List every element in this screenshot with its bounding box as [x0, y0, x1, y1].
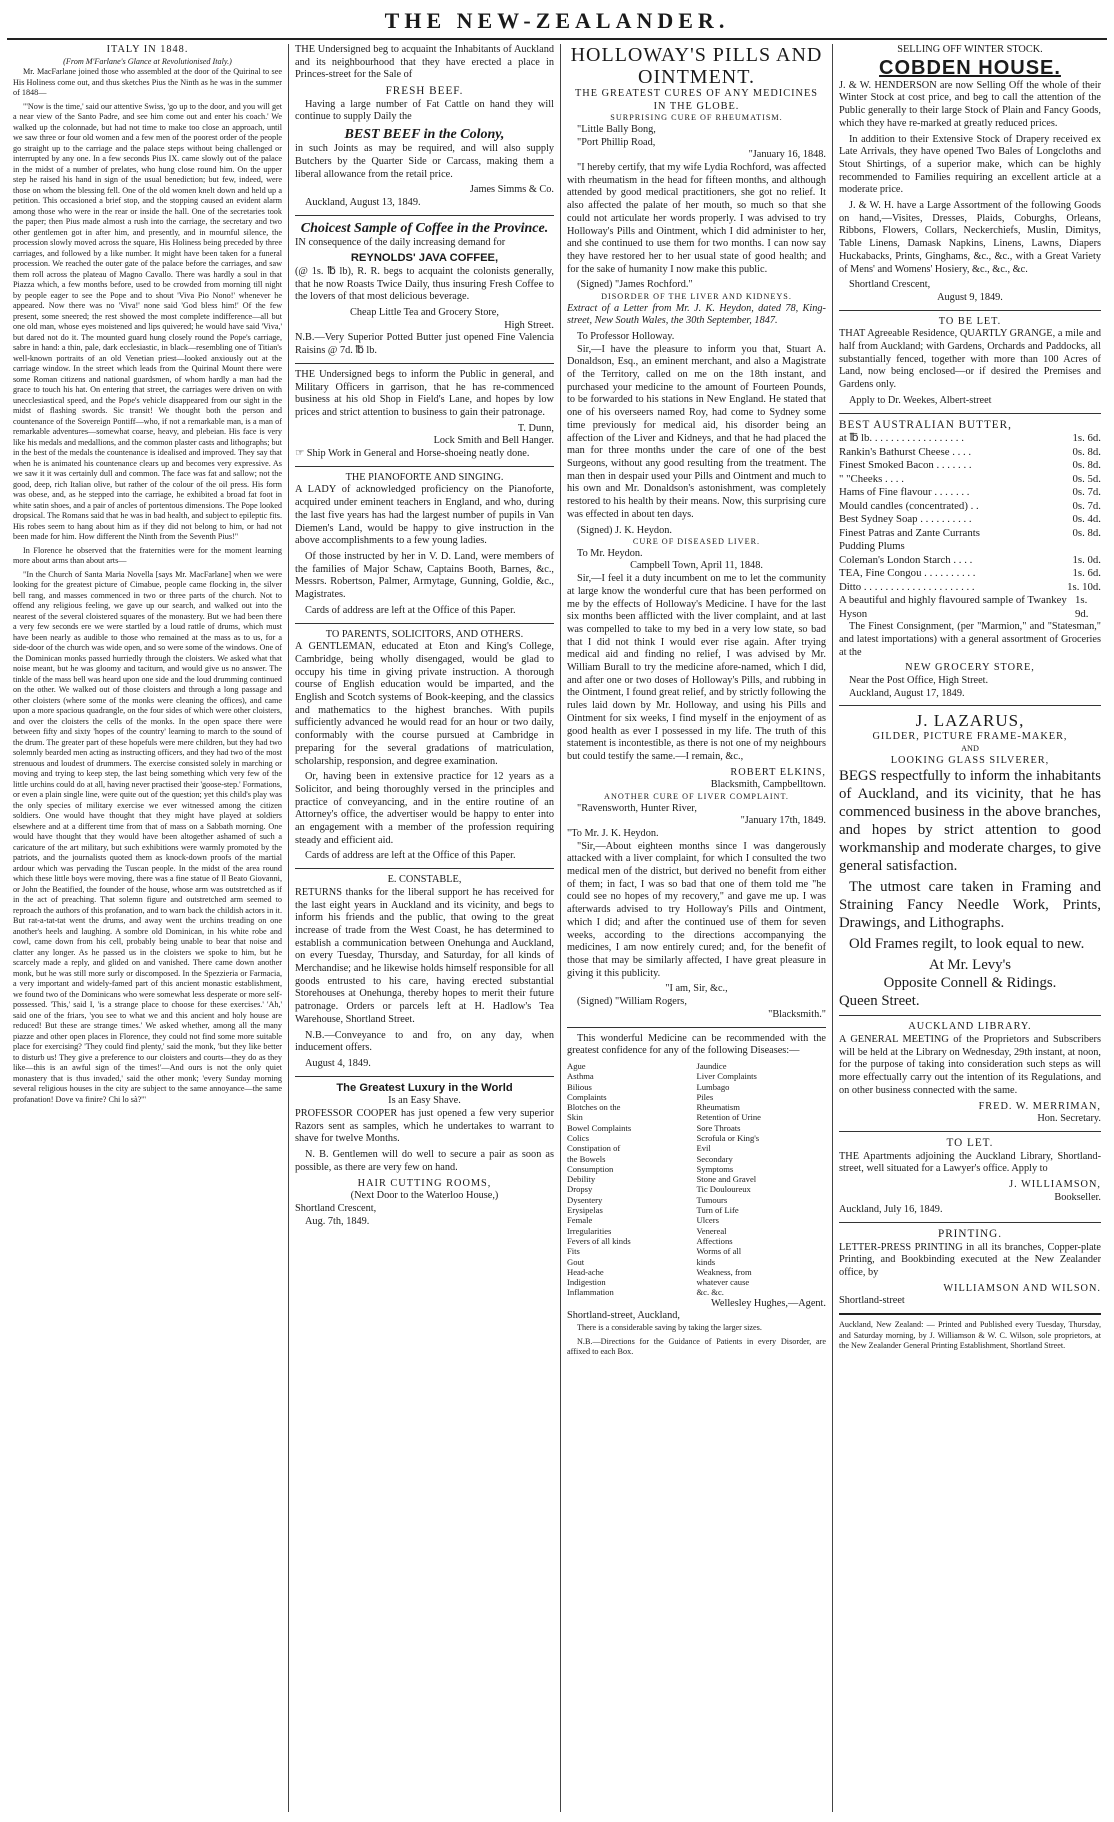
- ad-trade: GILDER, PICTURE FRAME-MAKER,: [872, 731, 1068, 743]
- case-label: ANOTHER CURE OF LIVER COMPLAINT.: [604, 792, 789, 802]
- saving-note: There is a considerable saving by taking the larger sizes.: [577, 1323, 762, 1333]
- ad-headline: TO LET.: [946, 1136, 994, 1149]
- article-paragraph: "'Now is the time,' said our attentive Swiss, 'go up to the door, and you will get a near view of the Santo Padre, and see him come out and enter his coach.' We walked up the colonnade, but had not time to make too close an approach, until we saw three or four old women and a few men of the poorest order of the people go straight up to the carriage and the palace steps without being challenged or interrupted by any one. In a few seconds Pius IX. came slowly out of the palace in the midst of a number of prelates, who hung close round him. On the upper step he raised his hand in sign of the usual benediction; but few, indeed, were those on whom the blessing fell. One of the old women knelt down and held up a petition. This occasioned a brief stop, and the stopping caused an evident alarm among those who were in the rear or inside the hall. One of the secretaries took the paper; then Pius made almost a rush into the carriage, the secretary and two other gentlemen got in after him, and presently, and in mournful silence, the procession slowly moved across the square, His Holiness being preceded by three carriages, and followed by a like number. It might have been taken for a funeral procession. We reached the outer gate of the palace before the carriages, and saw them roll across the plateau of Magno Cavallo. There was hardly a soul in that Piazza which, a few months before, used to be crowded from morning till night by people eager to see the Pope and to shout 'Viva Pio Nono!' whenever he appeared. Now there was no 'Viva!' none said 'God bless him!' Of the few present, some sneered; the rest showed the most complete indifference—all but one old man, whose eyes moistened and lips quivered; he would have said 'Viva,' but dared not do it. The mounted guard hung closely round the Pope's carriage, sabre in hand: a thin, pale, dark ecclesiastic, in black—resembling one of Titian's well-known portraits of an old Venetian priest—looked anxiously out at the carriage window. In the street which leads from the Quirinal Mount there were some Roman citizens and national guardsmen, of whom hardly a man had the grace to touch his hat. On entering that street, the carriages were driven on with unecclesiastical speed, and the Pope's vehicle disappeared from our sight in the midst of flashing swords. Sic transit! We thought both the person and countenance of the Sovereign Pontiff—who, if not a remarkable man, is a man of remarkable adventures—somewhat coarse, heavy, and plebeian. His face is very like his medals and medallions, and the common plaster casts and lithographs; but in the best of the medals the countenance is idealised and improved. They say that when he is animated his countenance clears up and becomes very expressive. As we saw it it was certainly dull and common. The face was fat and sallow; not the good, deep, rich Italian olive, but rather of the colour of the oil press. His form was obese, and, as he stepped into the carriage, he exhibited a broad fat foot in white satin shoes, and a pair of ancles of portentous dimensions. The Pope looked dropsical. The Romans said that he was in bad health, and subject to epileptic fits. His robes seem to hang about him as if they did not belong to him, or had not been made for him. How different the Ninth from the Seventh Pius!": [13, 101, 282, 542]
- ad-headline: TO BE LET.: [938, 315, 1002, 327]
- ad-to-be-let: [839, 316, 1101, 408]
- ad-body: The utmost care taken in Framing and Straining Fancy Needle Work, Prints, Drawings, and Lithographs.: [839, 879, 1101, 932]
- ad-trade: Lock Smith and Bell Hanger.: [433, 435, 554, 447]
- ad-body: THAT Agreeable Residence, QUARTLY GRANGE, a mile and half from Auckland; with Gardens, Orchards and Paddocks, all substantially fenced, together with more than 100 Acres of Land, now being enclosed—or if desired the Premises and Gardens only.: [839, 328, 1101, 391]
- disease-item: Bowel Complaints: [567, 1122, 632, 1133]
- ad-body: A GENERAL MEETING of the Proprietors and Subscribers will be held at the Library on Wednesday, 29th instant, at noon, for the purpose of taking into consideration such steps as will more effectually carry out the intention of its Regulations, and on other business connected with the same.: [839, 1034, 1101, 1096]
- ad-body: Cards of address are left at the Office of this Paper.: [305, 604, 516, 616]
- column-ads-right: [833, 44, 1107, 1812]
- ad-street: Shortland-street: [839, 1295, 905, 1307]
- price-item-name: TEA, Fine Congou . . . . . . . . . .: [839, 567, 976, 580]
- disease-item: Debility: [567, 1174, 596, 1185]
- divider: [295, 363, 554, 364]
- directions-note: N.B.—Directions for the Guidance of Patients in every Disorder, are affixed to each Box.: [567, 1336, 826, 1357]
- ad-body: N. B. Gentlemen will do well to secure a pair as soon as possible, as there are very few on hand.: [295, 1149, 554, 1173]
- disease-item: Scrofula or King's Evil: [696, 1133, 760, 1154]
- price-item-value: 0s. 8d.: [1072, 459, 1101, 472]
- ad-store: Cheap Little Tea and Grocery Store,: [350, 307, 499, 319]
- newspaper-page: [7, 4, 1107, 1814]
- ad-apply: Apply to Dr. Weekes, Albert-street: [849, 394, 992, 406]
- diseases-left-column: [567, 1061, 697, 1298]
- price-item-name: Hams of Fine flavour . . . . . . .: [839, 486, 970, 499]
- case-label: CURE OF DISEASED LIVER.: [632, 537, 761, 547]
- disease-item: Consumption: [567, 1163, 614, 1174]
- ad-signature: J. WILLIAMSON,: [1009, 1178, 1101, 1190]
- divider: [839, 413, 1101, 414]
- divider: [839, 705, 1101, 706]
- disease-item: Weakness, from whatever cause: [696, 1266, 752, 1288]
- price-row: [839, 459, 1101, 473]
- article-paragraph: "In the Church of Santa Maria Novella [says Mr. MacFarlane] when we were looking for the greatest picture of Cimabue, people came flocking in, the silver bell rang, and masses commenced in two or three parts of the church. Not to offend any religious feeling, we gave up our search, and walked out into the nearest of the several cloistered squares of the monastery. But we had been there a very few seconds ere we were startled by a loud rattle of drums, which must have been nearly as audible to those who remained at the mass as to us, for a side-door of the church was wide open, and so were some of the windows. One of the Dominican monks passed hurriedly through the cloisters. We asked what that noise meant, but he was gloomy and taciturn, and would give us no answer. The tinkle of the mass bell was heard upon one side and the loud drumming continued on the other. We walked out of those cloisters and through a long passage and other cloisters (where some of the monks were cleaning the offices), and came upon a more spacious quadrangle, on the four sides of which were other cloisters, and over the cloisters the cells of the monks. In the open space there were between fifty and sixty 'hopes of the country' learning to march to the sound of the drum. The greater part of these hopefuls were mere children, but they had two solemnly bearded men acting as instructing officers, and they had two of the most strenuous and loudest of drummers. The exercise consisted solely in marching or moving and trying to keep step, the last being something which very few of the little urchins could do at all, having never practised their 'goose-step.' Formations, or even a plain single line, were quite out of the question; yet this child's play was the only species of military exercise we ever witnessed among the citizen soldiers. One would have thought that they might have played at soldiers elsewhere and at a different time from that of mass on a Sabbath morning. One would have thought that they would have been altogether ashamed of such a caricature of the art military, but such exhibitions were warmly promoted by the patriots, and the journalists quoted them as knock-down proofs of the martial ardour which was pervading the Tuscan people. In the midst of the area round which these little boys were moving, there was a fine statue of Il Beato Giovanni, or John the Beatified, the founder of the house, whose arm was outstretched as if in the act of preaching. That solemn figure and outstretched arm seemed to reproach the authors of this profanation, and to warn back the childish actors in it. But rat-a-tat-tat went the drums, and away went the urchins treading on one another's heels and laughing. A sombre old Dominican, in his white robe and cowl, came down from his cell, probably being unable to bear that noise and clatter any longer. As he passed us in the cloisters we spoke to him, but he scarcely made a reply, and glided on and vanished. There came down another monk, but he was still more surly or discomposed. In the Spezzieria or Farmacia, a very important and widely-famed part of this ancient monastic establishment, we found two of the Dominicans who were somewhat less desperate or more self-possessed. 'This,' said I, 'is a strange place to choose for these exercises.' 'Ah,' said one of the friars, 'you see to what we and this ancient and holy house are reduced! But these are strange times.' We asked whether, among all the many piazze and other open places in Florence, they could not find some more suitable place for exercising? 'They could find plenty,' said the monk, 'but they like better to disturb us! They give a preference to our cloisters and courts—they do as they like—this is an awful sign of the times!'—And ours is not the only quiet monastery that is thus invaded,' said the other monk; 'every Sunday morning several religious houses in the city are subject to the same annoyance—the same profanation! Dove va finire? Chi lo sà?'": [13, 569, 282, 1104]
- price-row: [839, 486, 1101, 500]
- price-item-value: 0s. 7d.: [1072, 499, 1101, 512]
- disease-item: Tumours: [696, 1194, 728, 1205]
- price-item-value: 1s. 0d.: [1072, 553, 1101, 566]
- ad-headline: HOLLOWAY'S PILLS AND OINTMENT.: [570, 44, 823, 88]
- disease-item: Colics: [567, 1133, 589, 1143]
- case-body: Sir,—I have the pleasure to inform you that, Stuart A. Donaldson, Esq., an eminent merchant, and also a Magistrate of the Territory, called on me on the 18th instant, and purchased your medicine to the amount of Fourteen Pounds, to be forwarded to his stations in New England. He stated that one of his overseers named Roy, had come to Sydney some time previously for medical aid, his disorder being an affection of the Liver and Kidneys, and that he had placed the man for three months under the care of one of the best Surgeons, without any good resulting from the treatment. The man then in despair used your Pills and Ointment and much to his own and Mr. Donaldson's astonishment, was completely restored to his health by their means. Now, this surprising cure was effected in about ten days.: [567, 343, 826, 520]
- disease-item: Tic Douloureux: [696, 1184, 751, 1195]
- price-item-name: Pudding Plums: [839, 540, 905, 553]
- column-holloway: [561, 44, 833, 1812]
- disease-item: Stone and Gravel: [696, 1174, 757, 1185]
- disease-item: Worms of all kinds: [696, 1246, 742, 1267]
- disease-item: Ague: [567, 1060, 586, 1071]
- ad-signature: James Simms & Co.: [469, 184, 554, 196]
- case-signature: (Signed) J. K. Heydon.: [577, 524, 672, 536]
- disease-item: Retention of Urine: [696, 1112, 761, 1123]
- price-row: [839, 540, 1101, 554]
- ad-address: Shortland Crescent,: [849, 279, 931, 291]
- ad-body: J. & W. H. have a Large Assortment of the following Goods on hand,—Visites, Dresses, Plaids, Coburghs, Orleans, Ribbons, Flowers, Collars, Neckerchiefs, Muslin, Dimitys, Table Linens, Damask Napkins, Linens, Lawns, Diapers Huckabacks, Prints, Ginghams, &c., &c., with a Great Variety of Mens' and Womens' Hosiery, &c., &c., &c.: [839, 200, 1101, 275]
- disease-item: Liver Complaints: [696, 1071, 757, 1082]
- divider: [839, 1015, 1101, 1016]
- case-body: "Sir,—About eighteen months since I was dangerously attacked with a liver complaint, for which I consulted the two medical men of the district, but derived no benefit from either of them; in fact, I was so bad that one of them told me "he could see no hopes of my recovery," and gave me up. I was afterwards advised to try Holloway's Pills and Ointment, which I did; and after the continued use of them for seven weeks, according to the directions accompanying the medicines, I am now entirely cured; and, for the benefit of those that may be similarly affected, I have great pleasure in giving it this publicity.: [567, 840, 826, 979]
- disease-item: Bilious Complaints: [567, 1081, 607, 1102]
- disease-item: Dropsy: [567, 1184, 593, 1195]
- price-item-value: 1s. 10d.: [1067, 580, 1101, 593]
- ad-date: Auckland, August 17, 1849.: [849, 687, 965, 699]
- price-item-value: 1s. 9d.: [1075, 594, 1089, 620]
- divider: [295, 466, 554, 467]
- ad-constable: [295, 874, 554, 1071]
- price-item-value: 0s. 5d.: [1072, 472, 1101, 485]
- ad-date: Auckland, July 16, 1849.: [839, 1204, 943, 1216]
- ad-store: NEW GROCERY STORE,: [905, 662, 1035, 674]
- ad-headline: Choicest Sample of Coffee in the Province.: [300, 220, 549, 236]
- ad-headline: TO PARENTS, SOLICITORS, AND OTHERS.: [325, 628, 524, 640]
- disease-item: Gout: [567, 1256, 585, 1267]
- price-row: [839, 567, 1101, 581]
- divider: [839, 1222, 1101, 1223]
- price-item-name: Best Sydney Soap . . . . . . . . . .: [839, 513, 972, 526]
- ad-fresh-beef: [295, 44, 554, 210]
- case-address: "Port Phillip Road,: [577, 136, 656, 148]
- divider: [839, 1131, 1101, 1132]
- ad-role: Hon. Secretary.: [1037, 1113, 1101, 1125]
- article-paragraph: Mr. MacFarlane joined those who assembled at the door of the Quirinal to see His Holiness come out, and thus sketches Pius the Ninth as he was in the summer of 1848—: [13, 67, 282, 98]
- disease-item: Turn of Life: [696, 1205, 739, 1216]
- ad-brand: REYNOLDS' JAVA COFFEE,: [350, 252, 499, 265]
- ad-trade: LOOKING GLASS SILVERER,: [890, 754, 1050, 766]
- ad-date: August 9, 1849.: [937, 291, 1003, 303]
- ad-body: Cards of address are left at the Office of this Paper.: [305, 850, 516, 862]
- divider: [295, 1076, 554, 1077]
- ad-near: Near the Post Office, High Street.: [849, 674, 989, 686]
- price-item-name: Finest Patras and Zante Currants: [839, 526, 980, 539]
- price-list: [839, 432, 1101, 621]
- disease-item: Dysentery: [567, 1194, 603, 1205]
- ad-body: In addition to their Extensive Stock of Drapery received ex Late Arrivals, they have opened Two Bales of Longcloths and Stout Shirtings, of a superior make, which can be highly recommended to Families requiring an excellent article at a moderate price.: [839, 133, 1101, 196]
- case-signature: (Signed) "James Rochford.": [577, 279, 693, 291]
- ad-and: AND: [961, 744, 979, 754]
- price-row: [839, 446, 1101, 460]
- case-date: "January 16, 1848.: [748, 149, 826, 161]
- disease-item: Blotches on the Skin: [567, 1102, 621, 1123]
- case-date: "January 17th, 1849.: [740, 815, 826, 827]
- disease-item: Female Irregularities: [567, 1215, 612, 1236]
- price-item-name: Coleman's London Starch . . . .: [839, 553, 973, 566]
- disease-item: Rheumatism: [696, 1102, 740, 1113]
- ad-date: August 4, 1849.: [305, 1058, 371, 1069]
- disease-item: Constipation of the Bowels: [567, 1143, 621, 1164]
- column-ads-left: [289, 44, 561, 1812]
- price-item-value: 0s. 4d.: [1072, 513, 1101, 526]
- article-paragraph: In Florence he observed that the fraternities were for the moment learning more about arms than about arts—: [13, 545, 282, 566]
- disease-item: Fevers of all kinds: [567, 1235, 631, 1246]
- ad-body: THE Undersigned beg to acquaint the Inhabitants of Auckland and its neighbourhood that they have erected a place in Princes-street for the Sale of: [295, 44, 554, 81]
- ad-signature: WILLIAMSON AND WILSON.: [943, 1282, 1101, 1294]
- price-item-name: A beautiful and highly flavoured sample of Twankey Hyson: [839, 594, 1067, 620]
- disease-item: Piles: [696, 1091, 714, 1102]
- diseases-intro: This wonderful Medicine can be recommended with the greatest confidence for any of the following Diseases:—: [567, 1032, 826, 1057]
- disease-item: Inflammation: [567, 1287, 614, 1298]
- article-title: ITALY IN 1848.: [106, 44, 189, 55]
- ad-body: Or, having been in extensive practice for 12 years as a Solicitor, and being thoroughly versed in the principles and practice of conveyancing, and in the entire routine of an Attorney's office, the advertiser would be happy to enter into an engagement with a member of the profession requiring steady and efficient aid.: [295, 771, 554, 846]
- ad-body: BEGS respectfully to inform the inhabitants of Auckland, and its vicinity, that he has commenced business in the above branches, and hopes by strict attention to good workmanship and moderate charges, to give general satisfaction.: [839, 768, 1101, 875]
- case-label: DISORDER OF THE LIVER AND KIDNEYS.: [601, 292, 792, 302]
- ad-headline: FRESH BEEF.: [385, 85, 464, 98]
- ad-note: N.B.—Very Superior Potted Butter just opened Fine Valencia Raisins @ 7d. ℔ lb.: [295, 332, 554, 357]
- ad-body: RETURNS thanks for the liberal support he has received for the last eight years in Auckland and its vicinity, and begs to inform his friends and the public, that owing to the great increase of trade from the West Coast, he has determined to establish a communication between Onehunga and Auckland, on every Tuesday, Thursday, and Saturday, for all kinds of Merchandise; and he likewise holds himself responsible for all goods entrusted to his care, having erected substantial Storehouses at Onehunga, thereby hopes to merit their future patronage. Orders or parcels left at H. Hadlow's Tea Warehouse, Shortland Street.: [295, 886, 554, 1025]
- price-row: [839, 527, 1101, 541]
- ad-tutor: [295, 629, 554, 864]
- ad-razors: [295, 1082, 554, 1229]
- ad-subheadline: Is an Easy Shave.: [388, 1095, 461, 1107]
- ad-headline: E. CONSTABLE,: [387, 874, 462, 886]
- ad-body: A GENTLEMAN, educated at Eton and King's College, Cambridge, being wholly disengaged, would be glad to occupy his time in giving private instruction. A thorough course of English education would be imparted, and the English and Scotch systems of Book-keeping, and the classics and mathematics to the highest branches. With pupils sufficiently advanced he would read for an hour or two daily, conformably with the course pursued at Cambridge in preparing for the several gradations of matriculation, scholarship, responsion, and degree examination.: [295, 641, 554, 767]
- ad-body: THE Apartments adjoining the Auckland Library, Shortland-street, well situated for a Lawyer's office. Apply to: [839, 1150, 1101, 1175]
- disease-item: Lumbago: [696, 1081, 730, 1092]
- case-body: "I hereby certify, that my wife Lydia Rochford, was affected with rheumatism in the head for fifteen months, and although attended by good medical practitioners, she got no relief. It also affected the palate of her mouth, so much so that she could not articulate her words properly. I was advised to try Holloway's Pills and Ointment, which I did administer to her, and she continued to use them for two months. I can now say they have restored her to her usual state of good health; and for the sake of humanity I now make this public.: [567, 162, 826, 275]
- disease-item: Erysipelas: [567, 1205, 603, 1216]
- price-item-name: Rankin's Bathurst Cheese . . . .: [839, 445, 972, 458]
- ad-to-let: [839, 1137, 1101, 1217]
- divider: [295, 623, 554, 624]
- column-italy: [7, 44, 289, 1812]
- disease-item: Fits: [567, 1246, 580, 1257]
- case-to: To Mr. Heydon.: [577, 547, 643, 559]
- case-close: "I am, Sir, &c.,: [665, 983, 728, 995]
- price-row: [839, 581, 1101, 595]
- ad-subheadline: THE GREATEST CURES OF ANY MEDICINES IN THE GLOBE.: [575, 88, 818, 112]
- price-row: [839, 554, 1101, 568]
- ad-date: Auckland, August 13, 1849.: [305, 196, 421, 208]
- case-trade: "Blacksmith.": [768, 1008, 826, 1020]
- ad-body: J. & W. HENDERSON are now Selling Off the whole of their Winter Stock at cost price, and beg to call the attention of the Public generally to their large Stock of Plain and Fancy Goods, which they have re-marked at greatly reduced prices.: [839, 79, 1101, 129]
- ad-headline: PRINTING.: [937, 1228, 1002, 1241]
- disease-item: &c. &c.: [696, 1287, 724, 1298]
- ad-address: (Next Door to the Waterloo House,): [350, 1190, 499, 1202]
- agent-name: Wellesley Hughes,—Agent.: [711, 1297, 826, 1309]
- price-row: [839, 500, 1101, 514]
- price-row: [839, 432, 1101, 446]
- disease-item: Secondary Symptoms: [696, 1153, 734, 1174]
- imprint: Auckland, New Zealand: — Printed and Published every Tuesday, Thursday, and Saturday morning, by J. Williamson & W. C. Wilson, sole proprietors, at the New Zealander General Printing Establishment, Shortland Street.: [839, 1320, 1101, 1351]
- ad-rooms: HAIR CUTTING ROOMS,: [357, 1177, 492, 1189]
- ad-location: Opposite Connell & Ridings.: [883, 975, 1057, 992]
- case-place: Campbell Town, April 11, 1848.: [630, 560, 763, 572]
- ad-date: Aug. 7th, 1849.: [305, 1215, 370, 1227]
- case-to: To Professor Holloway.: [577, 330, 675, 342]
- columns: [7, 44, 1107, 1812]
- ad-printing: [839, 1228, 1101, 1308]
- disease-item: Head-ache: [567, 1266, 604, 1277]
- case-trade: Blacksmith, Campbelltown.: [710, 779, 826, 791]
- case-body: Sir,—I feel it a duty incumbent on me to let the community at large know the wonderful cure that has been performed on me by the effects of Holloway's Medicine. I have for the last six months been afflicted with the liver complaint, and at last was compelled to take to my bed in a very low state, so bad that I did not think I would ever rise again. After trying medical aid and finding no relief, I was advised by Mr. William Burall to try the medicine afore-named, which I did, and after one or two doses of Holloway's Pills, and rubbing in the Ointment, I found great relief, and by strictly following the rules laid down by Mr. Holloway, and using his Pills and Ointment for six weeks, I find myself in the enjoyment of as good health as ever I possessed in my life. The truth of this statement is incontestible, as there is not one of my neighbours but could testify the same.—I remain, &c.,: [567, 573, 826, 762]
- diseases-right-column: [697, 1061, 827, 1298]
- ad-body: IN consequence of the daily increasing demand for: [295, 236, 506, 248]
- agent-address: Shortland-street, Auckland,: [567, 1310, 680, 1322]
- price-item-value: 0s. 7d.: [1072, 486, 1101, 499]
- ad-headline: THE PIANOFORTE AND SINGING.: [345, 471, 504, 483]
- ad-cobden-house: [839, 44, 1101, 305]
- price-item-name: at ℔ lb. . . . . . . . . . . . . . . . . .: [839, 432, 964, 445]
- ad-body: PROFESSOR COOPER has just opened a few very superior Razors sent as samples, which he undertakes to warrant to shave for twelve Months.: [295, 1108, 554, 1145]
- ad-street: Queen Street.: [839, 993, 920, 1010]
- price-item-name: " "Cheeks . . . .: [839, 472, 904, 485]
- ad-body: A LADY of acknowledged proficiency on the Pianoforte, acquired under eminent teachers in England, and who, during the last five years has had the largest number of pupils in Van Diemen's Land, would be happy to give instruction in the above accomplishments to a few young ladies.: [295, 484, 554, 547]
- ad-headline: SELLING OFF WINTER STOCK.: [897, 44, 1043, 55]
- case-address: "Ravensworth, Hunter River,: [577, 802, 697, 814]
- ad-body: in such Joints as may be required, and will also supply Butchers by the Quarter Side or Carcass, making them a liberal allowance from the retail price.: [295, 143, 554, 180]
- ad-body: (@ 1s. ℔ lb), R. R. begs to acquaint the colonists generally, that he now Roasts Twice Daily, thus insuring Fresh Coffee to the lovers of that most delicious beverage.: [295, 265, 554, 303]
- price-item-name: Finest Smoked Bacon . . . . . . .: [839, 459, 972, 472]
- case-address: "Little Bally Bong,: [577, 123, 656, 135]
- ad-note: ☞ Ship Work in General and Horse-shoeing neatly done.: [295, 448, 530, 460]
- ad-pianoforte: [295, 472, 554, 618]
- ad-headline: J. LAZARUS,: [915, 711, 1025, 731]
- divider: [839, 310, 1101, 311]
- disease-item: Jaundice: [696, 1060, 727, 1071]
- price-item-value: 1s. 6d.: [1072, 567, 1101, 580]
- ad-slogan: BEST BEEF in the Colony,: [344, 127, 505, 143]
- price-item-value: 0s. 8d.: [1072, 526, 1101, 539]
- ad-body: THE Undersigned begs to inform the Public in general, and Military Officers in garrison, that he has re-commenced business at his old Shop in Field's Lane, and hopes by low prices and strict attention to business to gain their patronage.: [295, 368, 554, 418]
- ad-body: LETTER-PRESS PRINTING in all its branches, Copper-plate Printing, and Bookbinding executed at the New Zealander office, by: [839, 1241, 1101, 1279]
- ad-street: High Street.: [504, 319, 554, 331]
- ad-body: The Finest Consignment, (per "Marmion," and "Statesman," and latest importations) with a general assortment of Groceries at the: [839, 621, 1101, 658]
- ad-body: Of those instructed by her in V. D. Land, were members of the families of Major Schaw, Captains Booth, Barnes, &c., Messrs. Robertson, Palmer, Armytage, Gunning, Goldie, &c., Magistrates.: [295, 550, 554, 601]
- case-signature: (Signed) "William Rogers,: [577, 996, 687, 1008]
- divider: [567, 1027, 826, 1028]
- divider: [839, 1313, 1101, 1315]
- ad-street: Shortland Crescent,: [295, 1202, 377, 1214]
- case-to: "To Mr. J. K. Heydon.: [567, 827, 659, 839]
- ad-library: [839, 1021, 1101, 1126]
- ad-body: Old Frames regilt, to look equal to new.: [849, 936, 1085, 953]
- disease-item: Indigestion: [567, 1277, 606, 1288]
- case-extract: Extract of a Letter from Mr. J. K. Heydon, dated 78, King-street, New South Wales, the 30th September, 1847.: [567, 302, 826, 327]
- masthead-title: THE NEW-ZEALANDER.: [7, 4, 1107, 40]
- ad-body: Having a large number of Fat Cattle on hand they will continue to supply Daily the: [295, 98, 554, 123]
- disease-item: Sore Throats: [696, 1122, 741, 1133]
- ad-lazarus: [839, 711, 1101, 1010]
- ad-coffee: [295, 221, 554, 358]
- disease-item: Venereal Affections: [696, 1225, 733, 1246]
- diseases-list: [567, 1061, 826, 1298]
- ad-location: At Mr. Levy's: [929, 957, 1011, 974]
- ad-signature: FRED. W. MERRIMAN,: [978, 1100, 1101, 1112]
- ad-signature: T. Dunn,: [517, 422, 554, 434]
- ad-butter: [839, 419, 1101, 701]
- price-item-value: 0s. 8d.: [1072, 445, 1101, 458]
- divider: [295, 868, 554, 869]
- price-row: [839, 473, 1101, 487]
- case-label: SURPRISING CURE OF RHEUMATISM.: [610, 113, 783, 123]
- ad-note: N.B.—Conveyance to and fro, on any day, when inducement offers.: [295, 1029, 554, 1054]
- ad-trade: Bookseller.: [1054, 1191, 1101, 1203]
- ad-locksmith: [295, 369, 554, 461]
- divider: [295, 215, 554, 216]
- ad-headline: The Greatest Luxury in the World: [336, 1081, 513, 1094]
- price-row: [839, 594, 1101, 621]
- ad-store-name: COBDEN HOUSE.: [879, 56, 1061, 79]
- ad-headline: AUCKLAND LIBRARY.: [908, 1021, 1032, 1033]
- price-item-value: 1s. 6d.: [1072, 432, 1101, 445]
- price-item-name: Ditto . . . . . . . . . . . . . . . . . . . . .: [839, 580, 975, 593]
- article-subtitle: (From M'Farlane's Glance at Revolutionised Italy.): [63, 56, 232, 66]
- disease-item: Ulcers: [696, 1215, 719, 1226]
- price-row: [839, 513, 1101, 527]
- case-signature: ROBERT ELKINS,: [730, 766, 826, 778]
- disease-item: Asthma: [567, 1071, 594, 1082]
- ad-headline: BEST AUSTRALIAN BUTTER,: [839, 418, 1012, 431]
- price-item-name: Mould candles (concentrated) . .: [839, 499, 979, 512]
